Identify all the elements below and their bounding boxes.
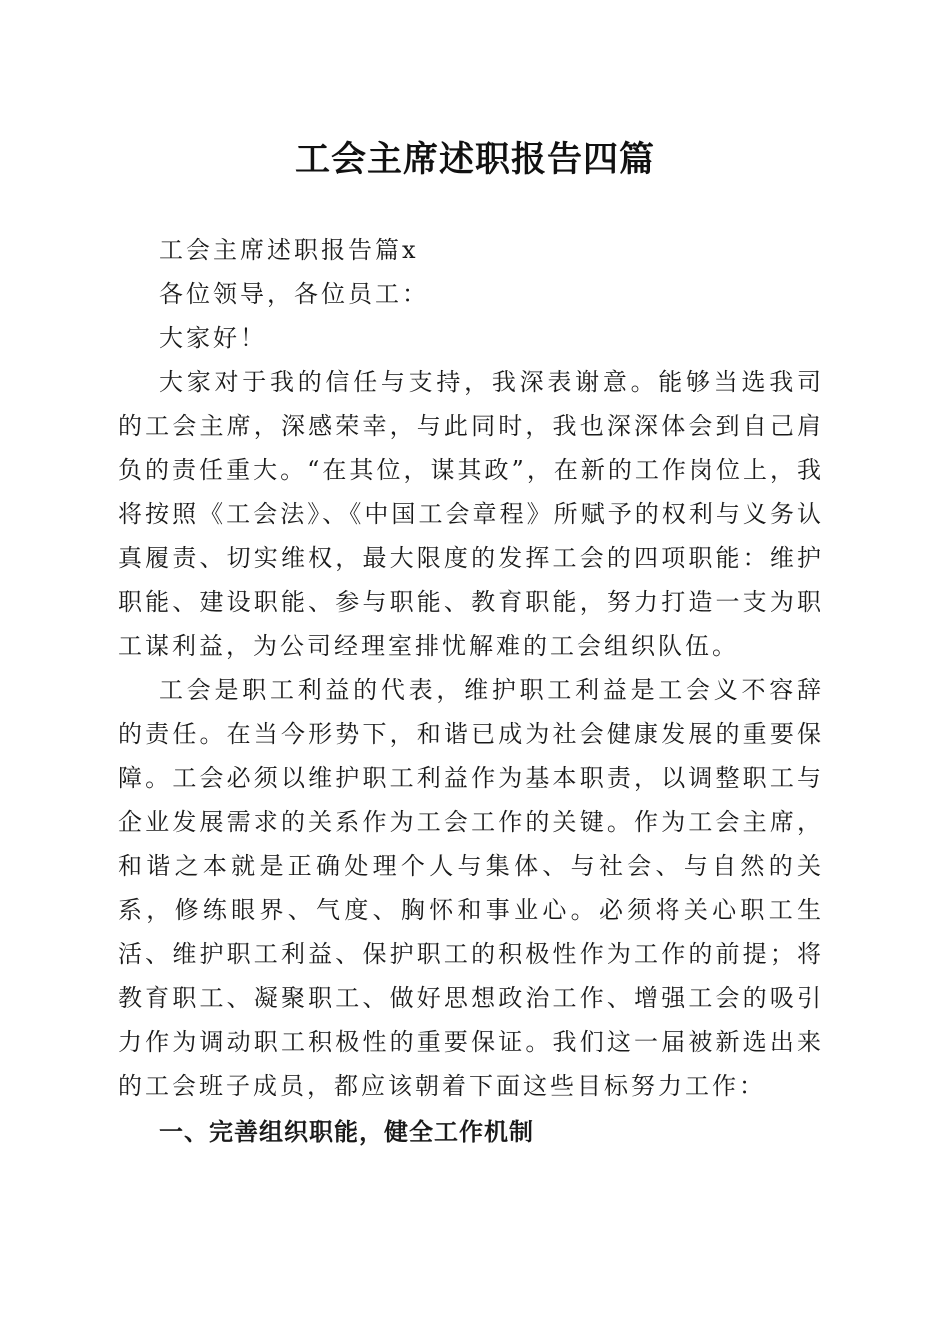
document-subtitle: 工会主席述职报告篇x	[159, 236, 419, 264]
paragraph-1: 大家对于我的信任与支持，我深表谢意。能够当选我司的工会主席，深感荣幸，与此同时，我也深深体会到自己肩负的责任重大。“在其位，谋其政”，在新的工作岗位上，我将按照《工会法》、《中国工会章程》所赋予的权利与义务认真履责、切实维权，最大限度的发挥工会的四项职能：维护职能、建设职能、参与职能、教育职能，努力打造一支为职工谋利益，为公司经理室排忧解难的工会组织队伍。	[118, 368, 824, 660]
section-heading: 一、完善组织职能，健全工作机制	[159, 1118, 534, 1146]
salutation: 各位领导，各位员工：	[159, 280, 429, 308]
document-title: 工会主席述职报告四篇	[294, 139, 655, 180]
document-body	[118, 228, 824, 1154]
paragraph-2: 工会是职工利益的代表，维护职工利益是工会义不容辞的责任。在当今形势下，和谐已成为社会健康发展的重要保障。工会必须以维护职工利益作为基本职责，以调整职工与企业发展需求的关系作为工会工作的关键。作为工会主席，和谐之本就是正确处理个人与集体、与社会、与自然的关系，修练眼界、气度、胸怀和事业心。必须将关心职工生活、维护职工利益、保护职工的积极性作为工作的前提；将教育职工、凝聚职工、做好思想政治工作、增强工会的吸引力作为调动职工积极性的重要保证。我们这一届被新选出来的工会班子成员，都应该朝着下面这些目标努力工作：	[118, 676, 824, 1100]
greeting: 大家好！	[159, 324, 267, 352]
